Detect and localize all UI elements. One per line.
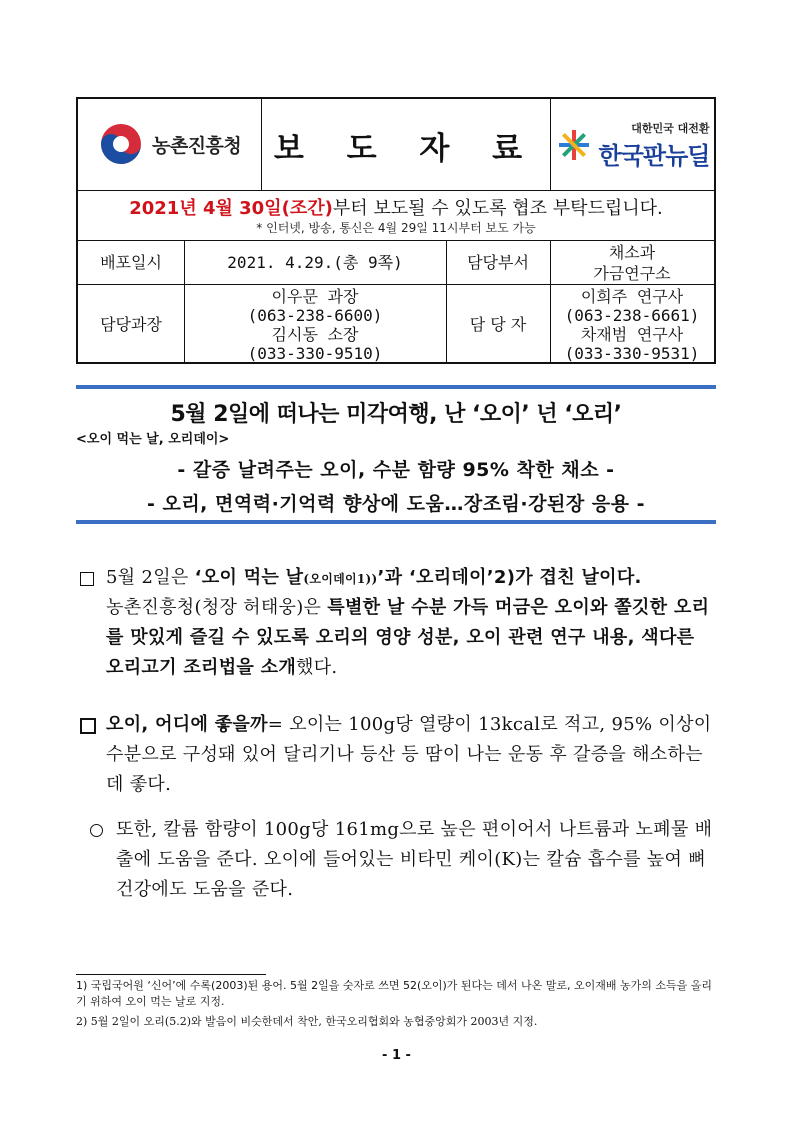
new-deal-star-icon — [557, 128, 591, 162]
p1-text-c: 했다. — [296, 657, 338, 678]
manager-2-name: 김시동 소장 — [271, 324, 359, 344]
embargo-note: * 인터넷, 방송, 통신은 4월 29일 11시부터 보도 가능 — [256, 221, 536, 235]
staff-label: 담 당 자 — [469, 315, 527, 334]
dept-value-2: 가금연구소 — [593, 263, 671, 283]
embargo-date: 2021년 4월 30일(조간) — [129, 198, 333, 219]
paragraph-1-cont — [106, 593, 718, 683]
p2-text: = 오이는 100g당 열량이 13kcal로 적고, 95% 이상이 수분으로 구성돼 있어 달리기나 등산 등 땀이 나는 운동 후 갈증을 해소하는 데 좋다. — [106, 714, 712, 795]
headline-sub-2: - 오리, 면역력·기억력 향상에 도움…장조림·강된장 응용 - — [146, 493, 646, 515]
p1-text-a: 5월 2일은 — [106, 567, 195, 588]
press-release-header — [76, 97, 716, 364]
p1-bold-b: ’과 ‘오리데이’2) — [377, 567, 516, 588]
dept-value-1: 채소과 — [608, 242, 656, 262]
dept-value — [550, 241, 714, 284]
square-bullet — [80, 718, 96, 734]
circle-bullet — [90, 824, 103, 837]
p1-bold-c: 가 겹친 날이다. — [515, 567, 642, 588]
staff-contacts — [550, 285, 714, 364]
release-info-row — [78, 241, 714, 285]
footnote-2: 2) 5월 2일이 오리(5.2)와 발음이 비슷한데서 착안, 한국오리협회와 농협중앙회가 2003년 지정. — [76, 1015, 538, 1028]
headline-bottom-rule — [76, 520, 716, 524]
header-logo-row — [78, 99, 714, 191]
staff-2-tel: (033-330-9531) — [564, 343, 700, 363]
staff-1-name: 이희주 연구사 — [580, 286, 684, 306]
footnote-1: 1) 국립국어원 ‘신어’에 수록(2003)된 용어. 5월 2일을 숫자로 쓰면 52(오이)가 된다는 데서 나온 말로, 오이재배 농가의 소득을 올리기 위하여 오이 먹는 날로 지정. — [76, 979, 713, 1008]
staff-1-tel: (063-238-6661) — [564, 305, 700, 325]
korean-new-deal-logo — [552, 99, 714, 191]
embargo-row — [78, 191, 714, 241]
p1-bold-small: (오이데이1)) — [303, 572, 378, 586]
square-bullet — [80, 572, 94, 586]
p2-heading: 오이, 어디에 좋을까 — [106, 714, 268, 735]
embargo-notice — [78, 194, 714, 220]
manager-contacts — [184, 285, 446, 364]
paragraph-2 — [106, 710, 718, 800]
p1-bold-a: ‘오이 먹는 날 — [194, 567, 304, 588]
p1-bold-d: 특별한 날 수분 가득 머금은 오이와 쫄깃한 오리를 맛있게 즐길 수 있도록 오리의 영양 성분, 오이 관련 연구 내용, 색다른 오리고기 조리법을 소개 — [106, 597, 710, 678]
page-number: - 1 - — [382, 1048, 411, 1063]
agency-logo-text: 농촌진흥청 — [152, 134, 242, 157]
release-value: 2021. 4.29.(총 9쪽) — [227, 253, 403, 272]
p1-text-b: 농촌진흥청(청장 허태웅)은 — [106, 597, 328, 618]
release-label: 배포일시 — [100, 253, 162, 272]
manager-label: 담당과장 — [100, 315, 162, 334]
headline-top-rule — [76, 385, 716, 389]
headline-tag: <오이 먹는 날, 오리데이> — [76, 432, 230, 447]
paragraph-1 — [106, 563, 718, 594]
campaign-name: 한국판뉴딜 — [598, 141, 710, 170]
footnote-rule — [76, 974, 266, 975]
manager-1-name: 이우문 과장 — [271, 286, 359, 306]
taeguk-emblem-icon — [98, 121, 144, 167]
campaign-tagline: 대한민국 대전환 — [631, 121, 710, 135]
headline-sub-1: - 갈증 날려주는 오이, 수분 함량 95% 착한 채소 - — [177, 459, 615, 481]
press-release-title: 보 도 자 료 — [273, 130, 539, 167]
dept-label: 담당부서 — [467, 253, 529, 272]
contacts-row — [78, 285, 714, 364]
headline-title: 5월 2일에 떠나는 미각여행, 난 ‘오이’ 넌 ‘오리’ — [170, 402, 622, 427]
manager-1-tel: (063-238-6600) — [247, 305, 383, 325]
manager-2-tel: (033-330-9510) — [247, 343, 383, 363]
staff-2-name: 차재범 연구사 — [580, 324, 684, 344]
embargo-text: 부터 보도될 수 있도록 협조 부탁드립니다. — [332, 198, 663, 219]
rda-logo — [98, 121, 241, 167]
paragraph-3: 또한, 칼륨 함량이 100g당 161mg으로 높은 편이어서 나트륨과 노폐물 배출에 도움을 준다. 오이에 들어있는 비타민 케이(K)는 칼슘 흡수를 높여 뼈 건강에도 도움을 준다. — [116, 819, 713, 900]
